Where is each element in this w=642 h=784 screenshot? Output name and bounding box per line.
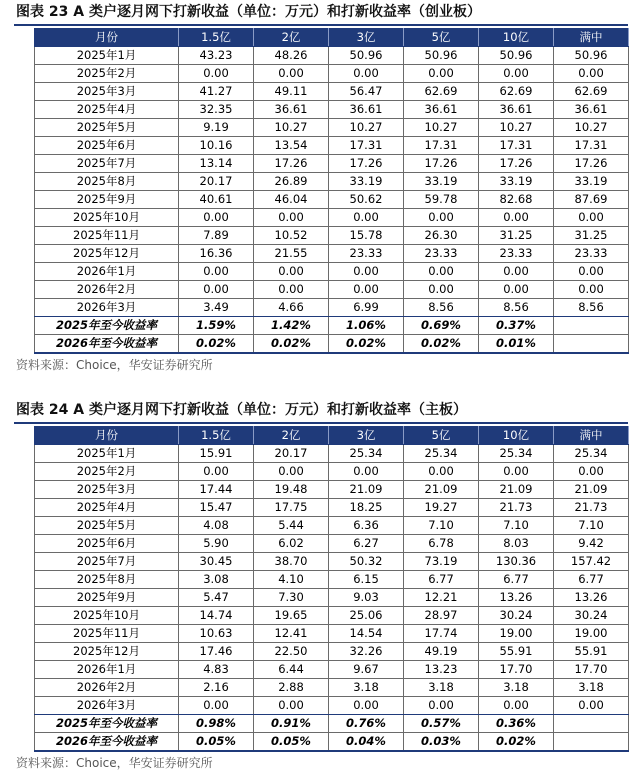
- table-row: [35, 517, 629, 535]
- value-cell: 7.10: [554, 517, 629, 535]
- value-cell: 0.00: [479, 209, 554, 227]
- value-cell: 0.00: [329, 281, 404, 299]
- value-cell: 30.24: [554, 607, 629, 625]
- value-cell: 17.75: [254, 499, 329, 517]
- value-cell: 31.25: [554, 227, 629, 245]
- value-cell: 10.27: [479, 119, 554, 137]
- value-cell: 9.42: [554, 535, 629, 553]
- column-header: 1.5亿: [179, 427, 254, 445]
- value-cell: 33.19: [329, 173, 404, 191]
- value-cell: 25.06: [329, 607, 404, 625]
- value-cell: 87.69: [554, 191, 629, 209]
- summary-value: 0.01%: [479, 335, 554, 354]
- column-header: 1.5亿: [179, 29, 254, 47]
- value-cell: 2.88: [254, 679, 329, 697]
- value-cell: 26.89: [254, 173, 329, 191]
- table-row: [35, 299, 629, 317]
- value-cell: 17.26: [479, 155, 554, 173]
- table-row: [35, 553, 629, 571]
- value-cell: 17.70: [479, 661, 554, 679]
- value-cell: 13.23: [404, 661, 479, 679]
- value-cell: 19.65: [254, 607, 329, 625]
- value-cell: 33.19: [479, 173, 554, 191]
- summary-label: 2025年至今收益率: [35, 317, 179, 335]
- value-cell: 17.26: [329, 155, 404, 173]
- value-cell: 0.00: [554, 65, 629, 83]
- value-cell: 0.00: [479, 281, 554, 299]
- value-cell: 59.78: [404, 191, 479, 209]
- value-cell: 21.55: [254, 245, 329, 263]
- summary-row: [35, 335, 629, 354]
- value-cell: 62.69: [554, 83, 629, 101]
- value-cell: 9.67: [329, 661, 404, 679]
- value-cell: 17.74: [404, 625, 479, 643]
- value-cell: 0.00: [404, 65, 479, 83]
- value-cell: 4.66: [254, 299, 329, 317]
- value-cell: 40.61: [179, 191, 254, 209]
- value-cell: 0.00: [329, 697, 404, 715]
- value-cell: 7.30: [254, 589, 329, 607]
- value-cell: 15.47: [179, 499, 254, 517]
- value-cell: 21.73: [554, 499, 629, 517]
- month-cell: 2025年4月: [35, 499, 179, 517]
- column-header: 10亿: [479, 427, 554, 445]
- summary-value: 0.02%: [329, 335, 404, 354]
- summary-label: 2026年至今收益率: [35, 335, 179, 354]
- column-header: 月份: [35, 29, 179, 47]
- month-cell: 2025年9月: [35, 589, 179, 607]
- value-cell: 6.77: [479, 571, 554, 589]
- value-cell: 23.33: [554, 245, 629, 263]
- month-cell: 2025年5月: [35, 517, 179, 535]
- summary-value: 0.37%: [479, 317, 554, 335]
- header-row: [35, 427, 629, 445]
- value-cell: 5.47: [179, 589, 254, 607]
- value-cell: 12.41: [254, 625, 329, 643]
- table-row: [35, 697, 629, 715]
- value-cell: 5.90: [179, 535, 254, 553]
- value-cell: 50.32: [329, 553, 404, 571]
- value-cell: 50.96: [479, 47, 554, 65]
- returns-table-main-board: [34, 426, 629, 752]
- table-row: [35, 191, 629, 209]
- value-cell: 8.56: [479, 299, 554, 317]
- value-cell: 48.26: [254, 47, 329, 65]
- value-cell: 17.44: [179, 481, 254, 499]
- summary-value: 0.98%: [179, 715, 254, 733]
- value-cell: 33.19: [554, 173, 629, 191]
- value-cell: 21.09: [479, 481, 554, 499]
- value-cell: 6.15: [329, 571, 404, 589]
- month-cell: 2025年9月: [35, 191, 179, 209]
- value-cell: 0.00: [179, 209, 254, 227]
- value-cell: 49.11: [254, 83, 329, 101]
- value-cell: 43.23: [179, 47, 254, 65]
- summary-value: 0.05%: [179, 733, 254, 752]
- table-caption: 图表 24 A 类户逐月网下打新收益（单位：万元）和打新收益率（主板）: [14, 398, 628, 424]
- value-cell: 17.26: [404, 155, 479, 173]
- header-row: [35, 29, 629, 47]
- month-cell: 2025年7月: [35, 155, 179, 173]
- summary-value: 1.59%: [179, 317, 254, 335]
- table-row: [35, 101, 629, 119]
- month-cell: 2025年2月: [35, 463, 179, 481]
- value-cell: 13.14: [179, 155, 254, 173]
- column-header: 满中: [554, 29, 629, 47]
- value-cell: 0.00: [179, 263, 254, 281]
- value-cell: 2.16: [179, 679, 254, 697]
- month-cell: 2025年12月: [35, 245, 179, 263]
- value-cell: 10.52: [254, 227, 329, 245]
- value-cell: 0.00: [479, 463, 554, 481]
- value-cell: 17.31: [404, 137, 479, 155]
- value-cell: 0.00: [479, 697, 554, 715]
- summary-value: 0.02%: [179, 335, 254, 354]
- value-cell: 0.00: [329, 65, 404, 83]
- month-cell: 2025年6月: [35, 535, 179, 553]
- value-cell: 82.68: [479, 191, 554, 209]
- summary-value: 0.02%: [479, 733, 554, 752]
- value-cell: 36.61: [254, 101, 329, 119]
- column-header: 3亿: [329, 29, 404, 47]
- value-cell: 10.27: [254, 119, 329, 137]
- value-cell: 50.96: [329, 47, 404, 65]
- table-row: [35, 119, 629, 137]
- month-cell: 2025年6月: [35, 137, 179, 155]
- value-cell: 41.27: [179, 83, 254, 101]
- value-cell: 22.50: [254, 643, 329, 661]
- value-cell: 5.44: [254, 517, 329, 535]
- value-cell: 36.61: [404, 101, 479, 119]
- table-row: [35, 625, 629, 643]
- value-cell: 0.00: [329, 263, 404, 281]
- month-cell: 2025年10月: [35, 607, 179, 625]
- value-cell: 21.09: [554, 481, 629, 499]
- month-cell: 2025年7月: [35, 553, 179, 571]
- value-cell: 0.00: [554, 281, 629, 299]
- summary-label: 2026年至今收益率: [35, 733, 179, 752]
- column-header: 月份: [35, 427, 179, 445]
- value-cell: 6.77: [404, 571, 479, 589]
- value-cell: 32.35: [179, 101, 254, 119]
- value-cell: 14.74: [179, 607, 254, 625]
- value-cell: 50.96: [554, 47, 629, 65]
- table-section-gem: [14, 0, 628, 374]
- table-row: [35, 571, 629, 589]
- value-cell: 6.99: [329, 299, 404, 317]
- month-cell: 2025年3月: [35, 481, 179, 499]
- value-cell: 0.00: [554, 697, 629, 715]
- value-cell: 16.36: [179, 245, 254, 263]
- value-cell: 19.00: [554, 625, 629, 643]
- table-row: [35, 137, 629, 155]
- value-cell: 0.00: [179, 463, 254, 481]
- table-row: [35, 47, 629, 65]
- summary-value: 0.02%: [254, 335, 329, 354]
- summary-row: [35, 715, 629, 733]
- value-cell: 0.00: [554, 463, 629, 481]
- value-cell: 0.00: [404, 209, 479, 227]
- value-cell: 130.36: [479, 553, 554, 571]
- value-cell: 0.00: [179, 697, 254, 715]
- month-cell: 2025年8月: [35, 173, 179, 191]
- value-cell: 6.44: [254, 661, 329, 679]
- value-cell: 38.70: [254, 553, 329, 571]
- month-cell: 2025年11月: [35, 227, 179, 245]
- value-cell: 46.04: [254, 191, 329, 209]
- summary-row: [35, 317, 629, 335]
- value-cell: 157.42: [554, 553, 629, 571]
- value-cell: 4.08: [179, 517, 254, 535]
- column-header: 3亿: [329, 427, 404, 445]
- value-cell: 17.26: [554, 155, 629, 173]
- column-header: 5亿: [404, 427, 479, 445]
- value-cell: 26.30: [404, 227, 479, 245]
- value-cell: 3.08: [179, 571, 254, 589]
- month-cell: 2025年2月: [35, 65, 179, 83]
- value-cell: 30.45: [179, 553, 254, 571]
- value-cell: 21.73: [479, 499, 554, 517]
- value-cell: 15.91: [179, 445, 254, 463]
- table-row: [35, 481, 629, 499]
- summary-value: 0.76%: [329, 715, 404, 733]
- month-cell: 2025年1月: [35, 445, 179, 463]
- summary-value: 0.05%: [254, 733, 329, 752]
- table-row: [35, 607, 629, 625]
- value-cell: 6.27: [329, 535, 404, 553]
- value-cell: 0.00: [254, 263, 329, 281]
- month-cell: 2026年3月: [35, 299, 179, 317]
- value-cell: 3.18: [554, 679, 629, 697]
- value-cell: 7.10: [479, 517, 554, 535]
- summary-value: 0.57%: [404, 715, 479, 733]
- value-cell: 36.61: [329, 101, 404, 119]
- value-cell: 0.00: [329, 209, 404, 227]
- month-cell: 2025年4月: [35, 101, 179, 119]
- table-row: [35, 463, 629, 481]
- value-cell: 4.10: [254, 571, 329, 589]
- value-cell: 49.19: [404, 643, 479, 661]
- value-cell: 7.89: [179, 227, 254, 245]
- value-cell: 6.77: [554, 571, 629, 589]
- value-cell: 28.97: [404, 607, 479, 625]
- value-cell: 17.70: [554, 661, 629, 679]
- value-cell: 23.33: [404, 245, 479, 263]
- value-cell: 36.61: [479, 101, 554, 119]
- value-cell: 0.00: [329, 463, 404, 481]
- table-row: [35, 83, 629, 101]
- value-cell: 25.34: [404, 445, 479, 463]
- month-cell: 2026年1月: [35, 661, 179, 679]
- value-cell: 15.78: [329, 227, 404, 245]
- source-note: 资料来源：Choice，华安证券研究所: [16, 756, 213, 770]
- value-cell: 0.00: [254, 281, 329, 299]
- table-row: [35, 535, 629, 553]
- table-row: [35, 643, 629, 661]
- value-cell: 4.83: [179, 661, 254, 679]
- month-cell: 2026年3月: [35, 697, 179, 715]
- summary-value: 1.06%: [329, 317, 404, 335]
- value-cell: 50.96: [404, 47, 479, 65]
- column-header: 5亿: [404, 29, 479, 47]
- month-cell: 2026年2月: [35, 281, 179, 299]
- value-cell: 32.26: [329, 643, 404, 661]
- value-cell: 3.49: [179, 299, 254, 317]
- value-cell: 19.48: [254, 481, 329, 499]
- month-cell: 2025年5月: [35, 119, 179, 137]
- value-cell: 0.00: [404, 697, 479, 715]
- column-header: 满中: [554, 427, 629, 445]
- value-cell: 0.00: [404, 281, 479, 299]
- summary-value: 0.02%: [404, 335, 479, 354]
- summary-value: [554, 317, 629, 335]
- value-cell: 8.56: [404, 299, 479, 317]
- value-cell: 17.31: [554, 137, 629, 155]
- summary-value: [554, 335, 629, 354]
- table-caption: 图表 23 A 类户逐月网下打新收益（单位：万元）和打新收益率（创业板）: [14, 0, 628, 26]
- value-cell: 0.00: [479, 65, 554, 83]
- value-cell: 17.46: [179, 643, 254, 661]
- month-cell: 2026年2月: [35, 679, 179, 697]
- value-cell: 23.33: [479, 245, 554, 263]
- summary-label: 2025年至今收益率: [35, 715, 179, 733]
- table-row: [35, 499, 629, 517]
- table-section-main-board: [14, 398, 628, 772]
- table-row: [35, 245, 629, 263]
- value-cell: 10.27: [554, 119, 629, 137]
- value-cell: 25.34: [554, 445, 629, 463]
- value-cell: 14.54: [329, 625, 404, 643]
- month-cell: 2025年12月: [35, 643, 179, 661]
- value-cell: 50.62: [329, 191, 404, 209]
- value-cell: 10.27: [404, 119, 479, 137]
- month-cell: 2026年1月: [35, 263, 179, 281]
- value-cell: 20.17: [254, 445, 329, 463]
- table-row: [35, 173, 629, 191]
- value-cell: 13.54: [254, 137, 329, 155]
- summary-value: 0.04%: [329, 733, 404, 752]
- table-row: [35, 65, 629, 83]
- value-cell: 0.00: [554, 263, 629, 281]
- value-cell: 33.19: [404, 173, 479, 191]
- summary-value: [554, 715, 629, 733]
- value-cell: 0.00: [404, 263, 479, 281]
- value-cell: 12.21: [404, 589, 479, 607]
- value-cell: 17.31: [329, 137, 404, 155]
- value-cell: 62.69: [404, 83, 479, 101]
- source-note: 资料来源：Choice，华安证券研究所: [16, 358, 213, 372]
- value-cell: 0.00: [554, 209, 629, 227]
- summary-value: 0.36%: [479, 715, 554, 733]
- value-cell: 0.00: [254, 697, 329, 715]
- value-cell: 17.31: [479, 137, 554, 155]
- table-row: [35, 445, 629, 463]
- value-cell: 30.24: [479, 607, 554, 625]
- value-cell: 9.03: [329, 589, 404, 607]
- value-cell: 0.00: [179, 65, 254, 83]
- value-cell: 8.03: [479, 535, 554, 553]
- value-cell: 7.10: [404, 517, 479, 535]
- summary-value: 0.91%: [254, 715, 329, 733]
- value-cell: 10.16: [179, 137, 254, 155]
- value-cell: 13.26: [554, 589, 629, 607]
- value-cell: 3.18: [479, 679, 554, 697]
- value-cell: 73.19: [404, 553, 479, 571]
- value-cell: 20.17: [179, 173, 254, 191]
- value-cell: 23.33: [329, 245, 404, 263]
- month-cell: 2025年11月: [35, 625, 179, 643]
- value-cell: 36.61: [554, 101, 629, 119]
- value-cell: 0.00: [254, 463, 329, 481]
- value-cell: 56.47: [329, 83, 404, 101]
- value-cell: 0.00: [254, 65, 329, 83]
- value-cell: 25.34: [479, 445, 554, 463]
- value-cell: 62.69: [479, 83, 554, 101]
- month-cell: 2025年10月: [35, 209, 179, 227]
- summary-value: 0.03%: [404, 733, 479, 752]
- month-cell: 2025年1月: [35, 47, 179, 65]
- value-cell: 21.09: [404, 481, 479, 499]
- value-cell: 18.25: [329, 499, 404, 517]
- month-cell: 2025年3月: [35, 83, 179, 101]
- month-cell: 2025年8月: [35, 571, 179, 589]
- table-row: [35, 679, 629, 697]
- value-cell: 8.56: [554, 299, 629, 317]
- returns-table-gem: [34, 28, 629, 354]
- column-header: 10亿: [479, 29, 554, 47]
- value-cell: 9.19: [179, 119, 254, 137]
- value-cell: 10.63: [179, 625, 254, 643]
- value-cell: 55.91: [479, 643, 554, 661]
- table-row: [35, 589, 629, 607]
- value-cell: 6.36: [329, 517, 404, 535]
- value-cell: 19.27: [404, 499, 479, 517]
- value-cell: 3.18: [329, 679, 404, 697]
- value-cell: 0.00: [479, 263, 554, 281]
- summary-value: 1.42%: [254, 317, 329, 335]
- value-cell: 25.34: [329, 445, 404, 463]
- column-header: 2亿: [254, 427, 329, 445]
- value-cell: 0.00: [404, 463, 479, 481]
- value-cell: 17.26: [254, 155, 329, 173]
- summary-value: 0.69%: [404, 317, 479, 335]
- summary-row: [35, 733, 629, 752]
- summary-value: [554, 733, 629, 752]
- table-row: [35, 281, 629, 299]
- table-row: [35, 661, 629, 679]
- value-cell: 21.09: [329, 481, 404, 499]
- table-row: [35, 263, 629, 281]
- value-cell: 0.00: [179, 281, 254, 299]
- table-row: [35, 227, 629, 245]
- value-cell: 55.91: [554, 643, 629, 661]
- value-cell: 10.27: [329, 119, 404, 137]
- value-cell: 19.00: [479, 625, 554, 643]
- value-cell: 6.78: [404, 535, 479, 553]
- value-cell: 13.26: [479, 589, 554, 607]
- value-cell: 31.25: [479, 227, 554, 245]
- table-row: [35, 209, 629, 227]
- column-header: 2亿: [254, 29, 329, 47]
- value-cell: 3.18: [404, 679, 479, 697]
- value-cell: 0.00: [254, 209, 329, 227]
- table-row: [35, 155, 629, 173]
- value-cell: 6.02: [254, 535, 329, 553]
